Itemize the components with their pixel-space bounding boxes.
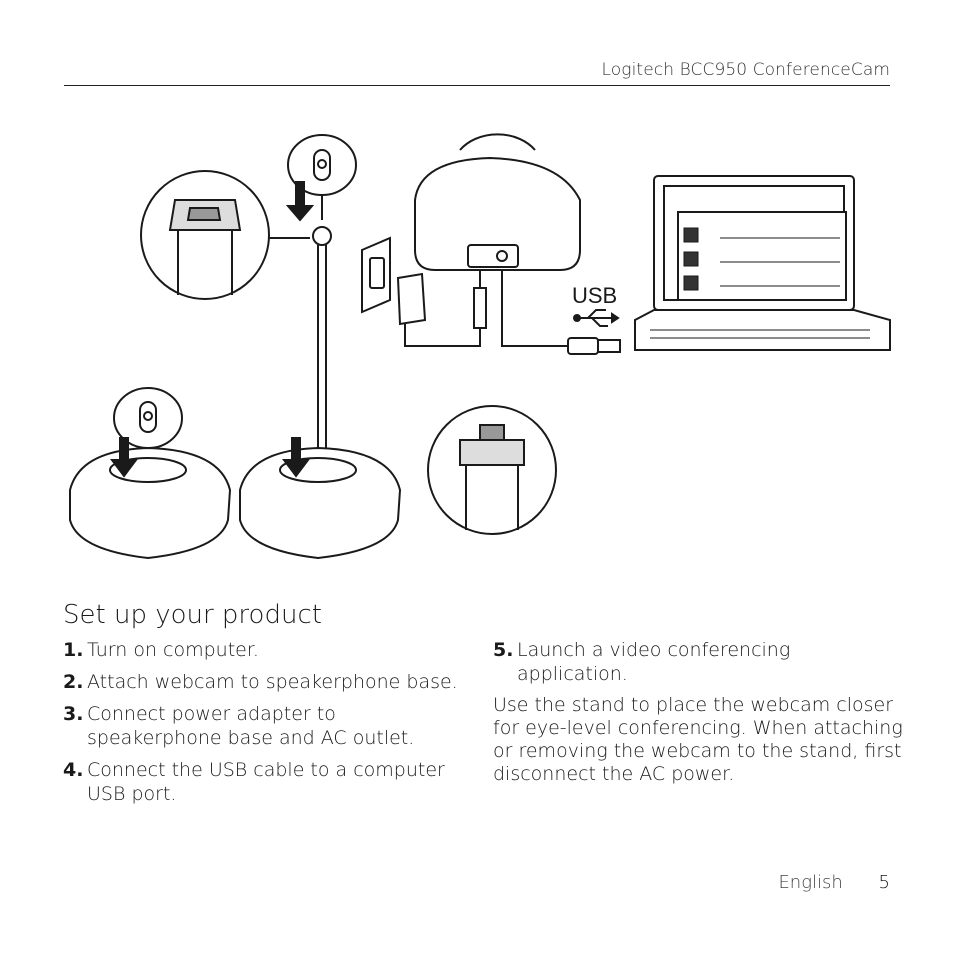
usb-label: USB [572,283,618,308]
footer-language: English [778,872,843,893]
step-3 [63,702,473,750]
speakerphone-with-webcam [70,388,230,558]
step-text: Launch a video conferencing application. [517,639,791,685]
laptop [635,176,890,350]
power-adapter [398,274,480,346]
footer [778,872,890,893]
zoom-detail-mount-top [141,171,269,299]
step-number: 3. [63,703,84,725]
step-text: Turn on computer. [87,639,259,661]
speakerphone-with-stand [240,438,400,558]
step-1 [63,638,473,662]
steps-list-right [493,638,903,786]
wall-outlet [362,238,390,312]
step-number: 5. [493,639,514,661]
header-rule [64,85,890,86]
usb-icon [574,310,618,326]
step-number: 4. [63,759,84,781]
setup-illustration [60,120,894,570]
step-2 [63,670,473,694]
zoom-detail-stand-base [428,406,556,534]
step-number: 2. [63,671,84,693]
step-text: Attach webcam to speakerphone base. [87,671,458,693]
stand-note: Use the stand to place the webcam closer for eye-level conferencing. When attaching or removing the webcam to the stand, first disconnect the AC power. [493,694,903,785]
section-title: Set up your product [63,600,322,630]
step-4 [63,758,473,806]
step-text: Connect power adapter to speakerphone base and AC outlet. [87,703,415,749]
steps-list-left [63,638,473,814]
step-5 [493,638,903,686]
page-number: 5 [878,872,890,893]
speakerphone-back-view [415,134,580,270]
running-header: Logitech BCC950 ConferenceCam [601,60,890,80]
step-number: 1. [63,639,84,661]
step-text: Connect the USB cable to a computer USB port. [87,759,445,805]
webcam-stand [312,227,332,478]
